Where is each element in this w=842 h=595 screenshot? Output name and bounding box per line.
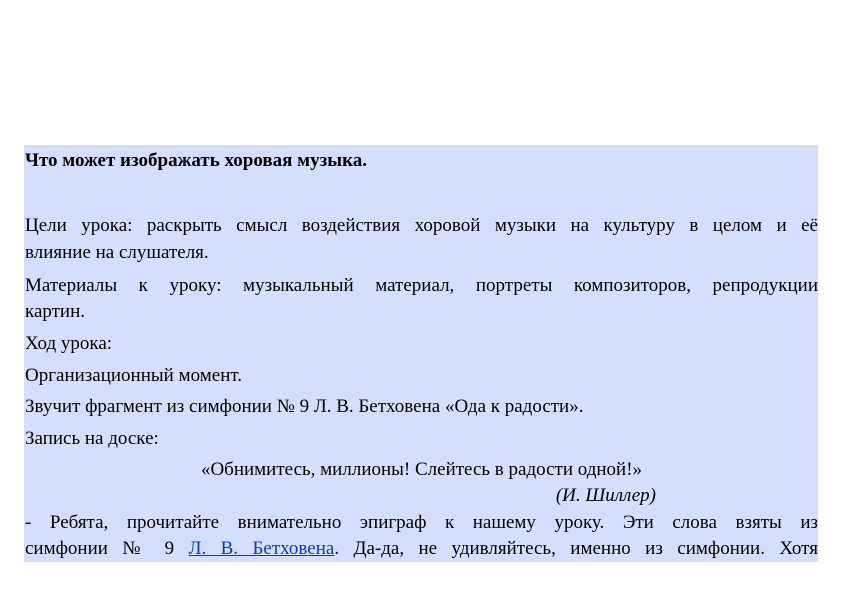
lesson-materials-line-1: Материалы к уроку: музыкальный материал, портреты композиторов, репродукции <box>25 275 818 296</box>
board-note-label: Запись на доске: <box>25 428 159 449</box>
music-fragment-note: Звучит фрагмент из симфонии № 9 Л. В. Бетховена «Ода к радости». <box>25 396 584 417</box>
lesson-goals-line-2: влияние на слушателя. <box>25 242 209 263</box>
lesson-goals-line-1: Цели урока: раскрыть смысл воздействия хоровой музыки на культуру в целом и её <box>25 215 818 236</box>
lesson-title: Что может изображать хоровая музыка. <box>25 150 367 171</box>
epigraph-author: (И. Шиллер) <box>555 485 656 506</box>
document-content <box>24 145 818 562</box>
teacher-speech-text-before-link: симфонии № 9 <box>25 538 189 559</box>
teacher-speech-text-after-link: . Да-да, не удивляйтесь, именно из симфонии. Хотя <box>334 538 818 559</box>
beethoven-link[interactable]: Л. В. Бетховена <box>188 538 335 559</box>
lesson-materials-line-2: картин. <box>25 301 86 322</box>
organizational-moment: Организационный момент. <box>25 365 242 386</box>
teacher-speech-line-2 <box>25 538 818 560</box>
lesson-procedure-heading: Ход урока: <box>25 333 113 354</box>
teacher-speech-line-1: - Ребята, прочитайте внимательно эпиграф к нашему уроку. Эти слова взяты из <box>25 512 818 533</box>
epigraph-quote: «Обнимитесь, миллионы! Слейтесь в радости одной!» <box>200 459 643 480</box>
